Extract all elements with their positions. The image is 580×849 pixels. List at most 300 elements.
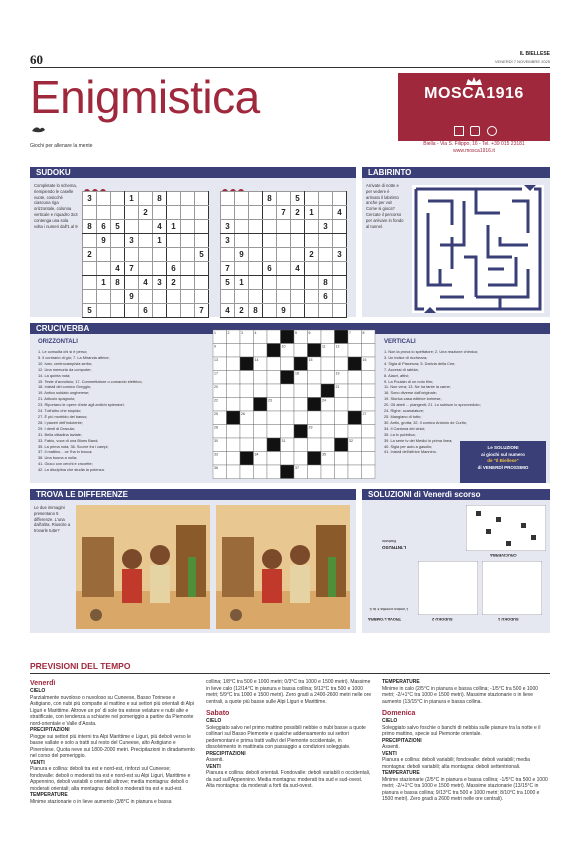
sudoku-cell[interactable] <box>181 276 195 290</box>
sudoku-cell[interactable] <box>181 220 195 234</box>
sudoku-grid-2[interactable] <box>220 191 347 318</box>
crossword-cell[interactable] <box>254 344 268 358</box>
crossword-cell[interactable] <box>254 384 268 398</box>
sudoku-cell[interactable]: 3 <box>125 234 139 248</box>
sudoku-cell[interactable] <box>319 262 333 276</box>
sudoku-cell[interactable] <box>167 206 181 220</box>
differences-image-2[interactable] <box>216 505 350 629</box>
sudoku-cell[interactable] <box>263 234 277 248</box>
crossword-cell[interactable] <box>227 398 241 412</box>
sudoku-cell[interactable] <box>125 304 139 318</box>
sudoku-cell[interactable]: 5 <box>111 220 125 234</box>
crossword-cell[interactable] <box>240 384 254 398</box>
down-clue: 8. Alacri, attivi; <box>384 372 410 378</box>
sudoku-cell[interactable] <box>153 304 167 318</box>
sudoku-cell[interactable] <box>181 290 195 304</box>
sudoku-row <box>221 276 347 290</box>
crossword-cell[interactable] <box>240 425 254 439</box>
sudoku-cell[interactable] <box>167 192 181 206</box>
crossword-cell[interactable] <box>267 384 281 398</box>
crossword-number: 37 <box>295 466 299 470</box>
sudoku-cell[interactable] <box>235 206 249 220</box>
sudoku-cell[interactable]: 4 <box>221 304 235 318</box>
sudoku-cell[interactable] <box>333 290 347 304</box>
sudoku-cell[interactable] <box>97 304 111 318</box>
sudoku-cell[interactable] <box>277 234 291 248</box>
sudoku-cell[interactable]: 9 <box>277 304 291 318</box>
sudoku-cell[interactable] <box>249 248 263 262</box>
ad-brand: MOSCA1916 <box>424 85 524 102</box>
sudoku-cell[interactable] <box>139 192 153 206</box>
sudoku-cell[interactable] <box>111 304 125 318</box>
crossword-cell[interactable] <box>267 425 281 439</box>
advertisement[interactable] <box>398 73 550 161</box>
crossword-cell[interactable] <box>321 425 335 439</box>
sudoku-grid-1[interactable] <box>82 191 209 318</box>
crossword-cell[interactable] <box>281 411 295 425</box>
solution-sudoku-2 <box>418 561 478 615</box>
sudoku-cell[interactable]: 3 <box>83 192 97 206</box>
crossword-cell[interactable] <box>254 465 268 479</box>
sudoku-cell[interactable] <box>83 290 97 304</box>
crossword-cell[interactable] <box>227 425 241 439</box>
crossword-cell[interactable] <box>267 411 281 425</box>
crossword-cell[interactable] <box>362 344 376 358</box>
sudoku-row <box>83 192 209 206</box>
sudoku-cell[interactable] <box>235 220 249 234</box>
sudoku-cell[interactable] <box>291 220 305 234</box>
sudoku-cell[interactable] <box>125 220 139 234</box>
across-clue: 24. Tutt'altro che stupido; <box>38 408 82 414</box>
across-clue: 28. I piaceri dell'indolente; <box>38 419 83 425</box>
across-clue: 5. Il contrario di giù; 7. La Miranda attrice; <box>38 354 110 360</box>
solution-intruder-answer: Barbato <box>382 539 397 544</box>
sudoku-cell[interactable]: 6 <box>319 290 333 304</box>
crossword-cell[interactable] <box>240 398 254 412</box>
sudoku-cell[interactable]: 7 <box>277 206 291 220</box>
sudoku-cell[interactable] <box>139 248 153 262</box>
sudoku-cell[interactable] <box>83 206 97 220</box>
crossword-cell[interactable] <box>335 357 349 371</box>
down-clue: 35. La tv pubblica; <box>384 431 416 437</box>
crossword-cell[interactable] <box>308 384 322 398</box>
crossword-cell[interactable] <box>254 438 268 452</box>
sudoku-cell[interactable] <box>181 192 195 206</box>
crossword-cell[interactable] <box>321 411 335 425</box>
crossword-cell[interactable] <box>240 465 254 479</box>
sudoku-cell[interactable] <box>195 276 209 290</box>
page-number: 60 <box>30 52 43 67</box>
sudoku-cell[interactable] <box>305 276 319 290</box>
sudoku-cell[interactable]: 2 <box>167 276 181 290</box>
sudoku-cell[interactable] <box>291 290 305 304</box>
sudoku-cell[interactable]: 1 <box>167 220 181 234</box>
crossword-cell[interactable] <box>281 452 295 466</box>
sudoku-cell[interactable]: 3 <box>319 220 333 234</box>
crossword-cell[interactable] <box>348 465 362 479</box>
sudoku-cell[interactable]: 5 <box>83 304 97 318</box>
sudoku-cell[interactable] <box>333 276 347 290</box>
sudoku-cell[interactable]: 1 <box>125 192 139 206</box>
sudoku-cell[interactable] <box>111 206 125 220</box>
sudoku-cell[interactable] <box>167 248 181 262</box>
sudoku-cell[interactable] <box>277 192 291 206</box>
crossword-cell[interactable] <box>227 384 241 398</box>
sudoku-cell[interactable] <box>153 206 167 220</box>
sudoku-cell[interactable] <box>249 220 263 234</box>
crossword-black-cell <box>281 465 295 479</box>
crossword-black-cell <box>240 357 254 371</box>
crossword-cell[interactable] <box>335 398 349 412</box>
crossword-cell[interactable] <box>362 465 376 479</box>
sudoku-cell[interactable] <box>277 262 291 276</box>
crossword-black-cell <box>321 384 335 398</box>
crossword-cell[interactable] <box>267 371 281 385</box>
across-clue: 15. Teste d'avvoltoio; 17. Commettatore o comando elettrico; <box>38 378 143 384</box>
sudoku-cell[interactable] <box>83 276 97 290</box>
sudoku-cell[interactable]: 1 <box>97 276 111 290</box>
crossword-cell[interactable] <box>294 438 308 452</box>
sudoku-cell[interactable]: 3 <box>221 220 235 234</box>
sudoku-cell[interactable] <box>333 220 347 234</box>
sudoku-cell[interactable]: 4 <box>139 276 153 290</box>
sudoku-cell[interactable] <box>333 234 347 248</box>
sudoku-cell[interactable] <box>249 192 263 206</box>
sudoku-cell[interactable] <box>305 192 319 206</box>
sudoku-cell[interactable]: 8 <box>83 220 97 234</box>
sudoku-cell[interactable]: 8 <box>319 276 333 290</box>
difficulty-dots-2 <box>222 182 246 188</box>
crossword-cell[interactable] <box>308 465 322 479</box>
crossword-cell[interactable] <box>335 452 349 466</box>
crossword-cell[interactable] <box>321 371 335 385</box>
down-clue: 7. Accessi di rabbia; <box>384 366 419 372</box>
sudoku-cell[interactable]: 6 <box>263 262 277 276</box>
crossword-cell[interactable] <box>308 371 322 385</box>
sudoku-cell[interactable] <box>221 192 235 206</box>
sudoku-cell[interactable]: 7 <box>195 304 209 318</box>
crossword-cell[interactable] <box>335 425 349 439</box>
crossword-cell[interactable] <box>254 371 268 385</box>
sudoku-cell[interactable] <box>153 290 167 304</box>
sudoku-cell[interactable]: 4 <box>111 262 125 276</box>
solution-shadow-answer: L'ombra corretta è la 4. <box>369 607 408 611</box>
crossword-cell[interactable] <box>227 438 241 452</box>
sudoku-row <box>83 290 209 304</box>
ad-website[interactable]: www.mosca1916.it <box>453 148 495 154</box>
sudoku-cell[interactable]: 8 <box>111 276 125 290</box>
crossword-cell[interactable] <box>362 425 376 439</box>
sudoku-cell[interactable] <box>221 206 235 220</box>
sudoku-cell[interactable] <box>263 206 277 220</box>
crossword-cell[interactable] <box>348 425 362 439</box>
sudoku-cell[interactable] <box>181 248 195 262</box>
crossword-cell[interactable] <box>362 384 376 398</box>
sudoku-cell[interactable] <box>167 290 181 304</box>
sudoku-cell[interactable] <box>125 206 139 220</box>
crossword-cell[interactable] <box>321 438 335 452</box>
sudoku-cell[interactable] <box>97 206 111 220</box>
crossword-cell[interactable] <box>294 411 308 425</box>
crossword-cell[interactable] <box>240 438 254 452</box>
sudoku-cell[interactable] <box>291 234 305 248</box>
sudoku-cell[interactable] <box>181 234 195 248</box>
crossword-cell[interactable] <box>362 398 376 412</box>
crossword-cell[interactable] <box>281 398 295 412</box>
crossword-cell[interactable] <box>362 371 376 385</box>
crossword-cell[interactable] <box>240 371 254 385</box>
sudoku-cell[interactable] <box>319 206 333 220</box>
sudoku-cell[interactable] <box>235 234 249 248</box>
sudoku-cell[interactable] <box>291 248 305 262</box>
crossword-cell[interactable] <box>321 465 335 479</box>
crossword-cell[interactable] <box>227 452 241 466</box>
sudoku-cell[interactable] <box>249 290 263 304</box>
sudoku-cell[interactable] <box>97 262 111 276</box>
sudoku-cell[interactable] <box>263 248 277 262</box>
sudoku-cell[interactable] <box>83 262 97 276</box>
sudoku-cell[interactable]: 5 <box>221 276 235 290</box>
down-clue: 39. La serie tv dei Medici in prima linea; <box>384 437 453 443</box>
sudoku-cell[interactable]: 3 <box>221 234 235 248</box>
crossword-cell[interactable] <box>321 330 335 344</box>
sudoku-cell[interactable] <box>291 304 305 318</box>
crossword-number: 32 <box>349 439 353 443</box>
sudoku-cell[interactable] <box>181 262 195 276</box>
sudoku-cell[interactable]: 1 <box>153 234 167 248</box>
crossword-cell[interactable] <box>348 371 362 385</box>
sudoku-cell[interactable]: 1 <box>305 206 319 220</box>
crossword-cell[interactable] <box>348 344 362 358</box>
crossword-cell[interactable] <box>348 452 362 466</box>
sudoku-cell[interactable]: 8 <box>263 192 277 206</box>
crossword-cell[interactable] <box>254 425 268 439</box>
sudoku-cell[interactable] <box>139 220 153 234</box>
sudoku-cell[interactable] <box>277 248 291 262</box>
sudoku-cell[interactable]: 3 <box>153 276 167 290</box>
sudoku-cell[interactable] <box>139 290 153 304</box>
sudoku-cell[interactable] <box>97 290 111 304</box>
sudoku-cell[interactable] <box>195 192 209 206</box>
down-clue: 1. Non la prova lo spettatore; 2. Una reazione chimica; <box>384 349 478 354</box>
sudoku-cell[interactable] <box>333 304 347 318</box>
sudoku-cell[interactable] <box>97 192 111 206</box>
crossword-black-cell <box>348 411 362 425</box>
sudoku-cell[interactable] <box>319 248 333 262</box>
sudoku-cell[interactable] <box>97 248 111 262</box>
crossword-cell[interactable] <box>348 384 362 398</box>
weather-rule <box>30 673 550 674</box>
sudoku-cell[interactable]: 9 <box>235 248 249 262</box>
sudoku-cell[interactable] <box>263 290 277 304</box>
sudoku-cell[interactable] <box>319 304 333 318</box>
crossword-cell[interactable] <box>308 411 322 425</box>
sudoku-cell[interactable] <box>305 220 319 234</box>
sudoku-cell[interactable] <box>111 248 125 262</box>
sudoku-cell[interactable] <box>263 220 277 234</box>
crossword-cell[interactable] <box>267 452 281 466</box>
sudoku-cell[interactable]: 8 <box>153 192 167 206</box>
sudoku-cell[interactable]: 4 <box>153 220 167 234</box>
sudoku-cell[interactable] <box>277 290 291 304</box>
sudoku-cell[interactable] <box>221 290 235 304</box>
labyrinth-maze[interactable] <box>412 185 544 313</box>
sudoku-cell[interactable] <box>181 304 195 318</box>
sudoku-cell[interactable]: 4 <box>291 262 305 276</box>
down-clue: 19. Storica casa editrice torinese; <box>384 396 442 402</box>
sudoku-cell[interactable]: 7 <box>221 262 235 276</box>
sudoku-cell[interactable] <box>167 234 181 248</box>
sudoku-cell[interactable] <box>139 234 153 248</box>
sudoku-cell[interactable]: 6 <box>97 220 111 234</box>
sudoku-cell[interactable]: 5 <box>291 192 305 206</box>
crossword-number: 22 <box>214 398 218 403</box>
sudoku-cell[interactable] <box>111 192 125 206</box>
crossword-cell[interactable] <box>254 411 268 425</box>
sudoku-cell[interactable] <box>277 220 291 234</box>
sudoku-cell[interactable] <box>291 276 305 290</box>
sudoku-cell[interactable] <box>167 304 181 318</box>
sudoku-cell[interactable] <box>249 276 263 290</box>
across-clue: 29. I denti di Dracula; <box>38 425 75 431</box>
sudoku-cell[interactable] <box>319 234 333 248</box>
sudoku-row <box>221 206 347 220</box>
sudoku-cell[interactable] <box>305 234 319 248</box>
sudoku-cell[interactable] <box>333 192 347 206</box>
across-clue: 10. Ivan, centrocampista serbo; <box>38 360 93 366</box>
sudoku-cell[interactable] <box>195 234 209 248</box>
differences-image-1[interactable] <box>76 505 210 629</box>
crossword-cell[interactable] <box>294 384 308 398</box>
sudoku-row <box>83 304 209 318</box>
crossword-cell[interactable] <box>348 398 362 412</box>
sudoku-cell[interactable] <box>249 234 263 248</box>
crossword-cell[interactable] <box>308 438 322 452</box>
labyrinth-title: LABIRINTO <box>362 167 550 178</box>
solution-label-shadow: TROVA L'OMBRA <box>368 617 402 622</box>
sudoku-cell[interactable] <box>153 248 167 262</box>
crossword-number: 15 <box>308 358 313 362</box>
sudoku-cell[interactable] <box>83 234 97 248</box>
crossword-cell[interactable] <box>227 371 241 385</box>
sudoku-cell[interactable] <box>221 248 235 262</box>
crossword-black-cell <box>267 438 281 452</box>
sudoku-cell[interactable] <box>263 276 277 290</box>
sudoku-cell[interactable] <box>305 304 319 318</box>
sudoku-cell[interactable] <box>235 192 249 206</box>
sudoku-cell[interactable]: 2 <box>291 206 305 220</box>
crossword-number: 25 <box>214 412 218 416</box>
down-clue: 4. Sigla di Piacenza; 5. Darivia della Cee; <box>384 360 456 366</box>
sudoku-cell[interactable] <box>305 290 319 304</box>
crossword-cell[interactable] <box>281 425 295 439</box>
crossword-cell[interactable] <box>281 357 295 371</box>
sudoku-cell[interactable]: 8 <box>249 304 263 318</box>
sudoku-cell[interactable]: 2 <box>139 206 153 220</box>
crossword-cell[interactable] <box>335 411 349 425</box>
sudoku-cell[interactable]: 2 <box>305 248 319 262</box>
crossword-black-cell <box>281 330 295 344</box>
sudoku-cell[interactable]: 6 <box>139 304 153 318</box>
crossword-number: 30 <box>214 439 218 443</box>
sudoku-cell[interactable]: 6 <box>167 262 181 276</box>
crossword-cell[interactable] <box>267 330 281 344</box>
crossword-cell[interactable] <box>294 452 308 466</box>
down-clue: 30. Antis, grotta; 32. Il comico Antonio de Curtis; <box>384 419 467 425</box>
sudoku-cell[interactable] <box>333 262 347 276</box>
crossword-black-cell <box>267 344 281 358</box>
crossword-cell[interactable] <box>294 344 308 358</box>
page-title: Enigmistica <box>30 71 260 123</box>
sudoku-cell[interactable] <box>195 262 209 276</box>
crossword-cell[interactable] <box>321 357 335 371</box>
instagram-icon <box>470 126 480 136</box>
sudoku-cell[interactable] <box>319 192 333 206</box>
sudoku-row <box>221 262 347 276</box>
sudoku-cell[interactable] <box>125 276 139 290</box>
crossword-cell[interactable] <box>335 465 349 479</box>
crossword-cell[interactable] <box>267 465 281 479</box>
crossword-cell[interactable] <box>227 357 241 371</box>
sudoku-cell[interactable]: 9 <box>97 234 111 248</box>
sudoku-row <box>83 234 209 248</box>
crossword-number: 4 <box>254 331 257 335</box>
sudoku-cell[interactable] <box>277 276 291 290</box>
sudoku-cell[interactable] <box>139 262 153 276</box>
brain-icon <box>30 125 46 135</box>
sudoku-cell[interactable] <box>195 206 209 220</box>
crossword-cell[interactable] <box>294 398 308 412</box>
sudoku-cell[interactable] <box>235 290 249 304</box>
crossword-grid[interactable] <box>212 329 380 479</box>
sudoku-cell[interactable]: 7 <box>125 262 139 276</box>
crossword-black-cell <box>335 438 349 452</box>
crossword-cell[interactable] <box>362 452 376 466</box>
sudoku-cell[interactable]: 3 <box>333 248 347 262</box>
crossword-cell[interactable] <box>362 438 376 452</box>
sudoku-cell[interactable] <box>263 304 277 318</box>
sudoku-cell[interactable]: 1 <box>235 276 249 290</box>
sudoku-cell[interactable] <box>111 234 125 248</box>
ad-address: Biella - Via S. Filippo, 16 - Tel. +39 015 23181 www.mosca1916.it <box>423 141 525 154</box>
crossword-number: 23 <box>268 398 272 403</box>
sudoku-cell[interactable] <box>235 262 249 276</box>
crossword-cell[interactable] <box>227 344 241 358</box>
sudoku-cell[interactable] <box>125 248 139 262</box>
sudoku-cell[interactable] <box>305 262 319 276</box>
crossword-number: 5 <box>295 331 297 335</box>
sudoku-cell[interactable] <box>111 290 125 304</box>
sudoku-cell[interactable] <box>195 290 209 304</box>
crossword-cell[interactable] <box>267 357 281 371</box>
sudoku-cell[interactable]: 5 <box>195 248 209 262</box>
sudoku-cell[interactable]: 2 <box>235 304 249 318</box>
crossword-cell[interactable] <box>281 384 295 398</box>
crossword-black-cell <box>294 357 308 371</box>
sudoku-cell[interactable] <box>249 206 263 220</box>
sudoku-cell[interactable]: 4 <box>333 206 347 220</box>
sudoku-cell[interactable] <box>195 220 209 234</box>
sudoku-cell[interactable] <box>249 262 263 276</box>
crossword-cell[interactable] <box>227 465 241 479</box>
header-rule <box>30 67 550 68</box>
sudoku-cell[interactable] <box>153 262 167 276</box>
sudoku-cell[interactable]: 9 <box>125 290 139 304</box>
sudoku-cell[interactable]: 2 <box>83 248 97 262</box>
labyrinth-panel <box>362 167 550 317</box>
crossword-cell[interactable] <box>240 344 254 358</box>
sudoku-cell[interactable] <box>181 206 195 220</box>
